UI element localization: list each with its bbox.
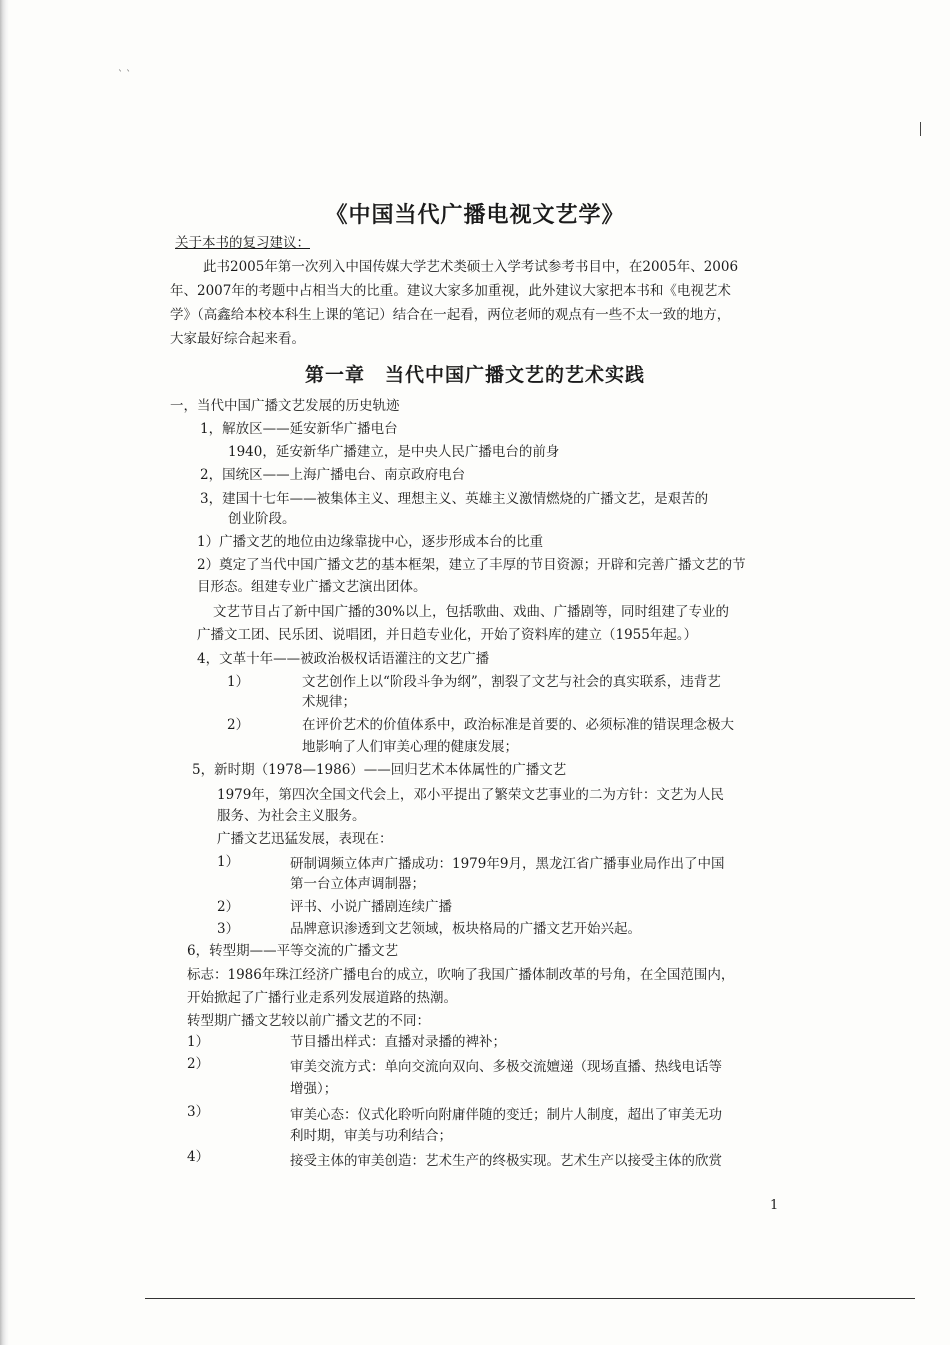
review-heading: 关于本书的复习建议： — [175, 235, 310, 251]
body-line: 接受主体的审美创造：艺术生产的终极实现。艺术生产以接受主体的欣赏 — [290, 1153, 722, 1169]
body-line: 目形态。组建专业广播文艺演出团体。 — [197, 579, 427, 595]
footer-rule — [145, 1298, 915, 1299]
list-item: 1，解放区——延安新华广播电台 — [200, 421, 398, 437]
scan-dots: ` ` — [118, 70, 132, 81]
list-item: 2，国统区——上海广播电台、南京政府电台 — [200, 467, 466, 483]
body-line: 开始掀起了广播行业走系列发展道路的热潮。 — [187, 990, 457, 1006]
list-item: 4，文革十年——被政治极权话语灌注的文艺广播 — [197, 651, 490, 667]
body-line: 1979年，第四次全国文代会上，邓小平提出了繁荣文艺事业的二为方针：文艺为人民 — [217, 787, 724, 803]
body-line: 广播文艺迅猛发展，表现在： — [217, 831, 393, 847]
scan-artifact — [920, 122, 921, 136]
list-number: 4） — [187, 1149, 210, 1165]
body-line: 研制调频立体声广播成功：1979年9月，黑龙江省广播事业局作出了中国 — [290, 856, 725, 872]
chapter-heading: 第一章 当代中国广播文艺的艺术实践 — [304, 364, 645, 386]
list-number: 1） — [187, 1034, 210, 1050]
body-line: 评书、小说广播剧连续广播 — [290, 899, 452, 915]
document-title: 《中国当代广播电视文艺学》 — [325, 202, 625, 228]
body-line: 创业阶段。 — [228, 511, 296, 527]
body-line: 1940，延安新华广播建立，是中央人民广播电台的前身 — [228, 444, 560, 460]
page-number: 1 — [770, 1198, 779, 1213]
body-line: 广播文工团、民乐团、说唱团，并日趋专业化，开始了资料库的建立（1955年起。） — [197, 627, 698, 643]
list-item: 1）广播文艺的地位由边缘靠拢中心，逐步形成本台的比重 — [197, 534, 544, 550]
list-number: 2） — [217, 899, 240, 915]
list-number: 2） — [227, 717, 250, 733]
body-line: 审美交流方式：单向交流向双向、多极交流嬗递（现场直播、热线电话等 — [290, 1059, 722, 1075]
body-line: 审美心态：仪式化聆听向附庸伴随的变迁；制片人制度，超出了审美无功 — [290, 1107, 722, 1123]
body-line: 第一台立体声调制器； — [290, 876, 425, 892]
body-line: 文艺创作上以“阶段斗争为纲”，割裂了文艺与社会的真实联系，违背艺 — [302, 674, 721, 690]
list-number: 2） — [187, 1056, 210, 1072]
list-item: 6，转型期——平等交流的广播文艺 — [187, 943, 399, 959]
list-item: 3，建国十七年——被集体主义、理想主义、英雄主义激情燃烧的广播文艺，是艰苦的 — [200, 491, 709, 507]
body-line: 术规律； — [302, 694, 356, 710]
review-line: 年、2007年的考题中占相当大的比重。建议大家多加重视，此外建议大家把本书和《电视艺术 — [170, 283, 731, 299]
list-item: 2）奠定了当代中国广播文艺的基本框架，建立了丰厚的节目资源；开辟和完善广播文艺的节 — [197, 557, 746, 573]
list-number: 1） — [227, 674, 250, 690]
list-number: 1） — [217, 854, 240, 870]
body-line: 品牌意识渗透到文艺领域，板块格局的广播文艺开始兴起。 — [290, 921, 641, 937]
body-line: 服务、为社会主义服务。 — [217, 808, 366, 824]
body-line: 转型期广播文艺较以前广播文艺的不同： — [187, 1013, 430, 1029]
review-line: 大家最好综合起来看。 — [170, 331, 305, 347]
body-line: 在评价艺术的价值体系中，政治标准是首要的、必须标准的错误理念极大 — [302, 717, 734, 733]
review-line: 此书2005年第一次列入中国传媒大学艺术类硕士入学考试参考书目中，在2005年、2006 — [203, 259, 739, 275]
section-heading: 一，当代中国广播文艺发展的历史轨迹 — [170, 398, 400, 414]
body-line: 文艺节目占了新中国广播的30%以上，包括歌曲、戏曲、广播剧等，同时组建了专业的 — [213, 604, 730, 620]
list-item: 5，新时期（1978—1986）——回归艺术本体属性的广播文艺 — [192, 762, 567, 778]
body-line: 地影响了人们审美心理的健康发展； — [302, 739, 518, 755]
list-number: 3） — [187, 1104, 210, 1120]
list-number: 3） — [217, 921, 240, 937]
review-line: 学》（高鑫给本校本科生上课的笔记）结合在一起看，两位老师的观点有一些不太一致的地方， — [170, 307, 731, 323]
body-line: 节目播出样式：直播对录播的裨补； — [290, 1034, 506, 1050]
body-line: 利时期，审美与功利结合； — [290, 1128, 452, 1144]
body-line: 增强）； — [290, 1081, 338, 1097]
body-line: 标志：1986年珠江经济广播电台的成立，吹响了我国广播体制改革的号角，在全国范围内， — [187, 967, 735, 983]
